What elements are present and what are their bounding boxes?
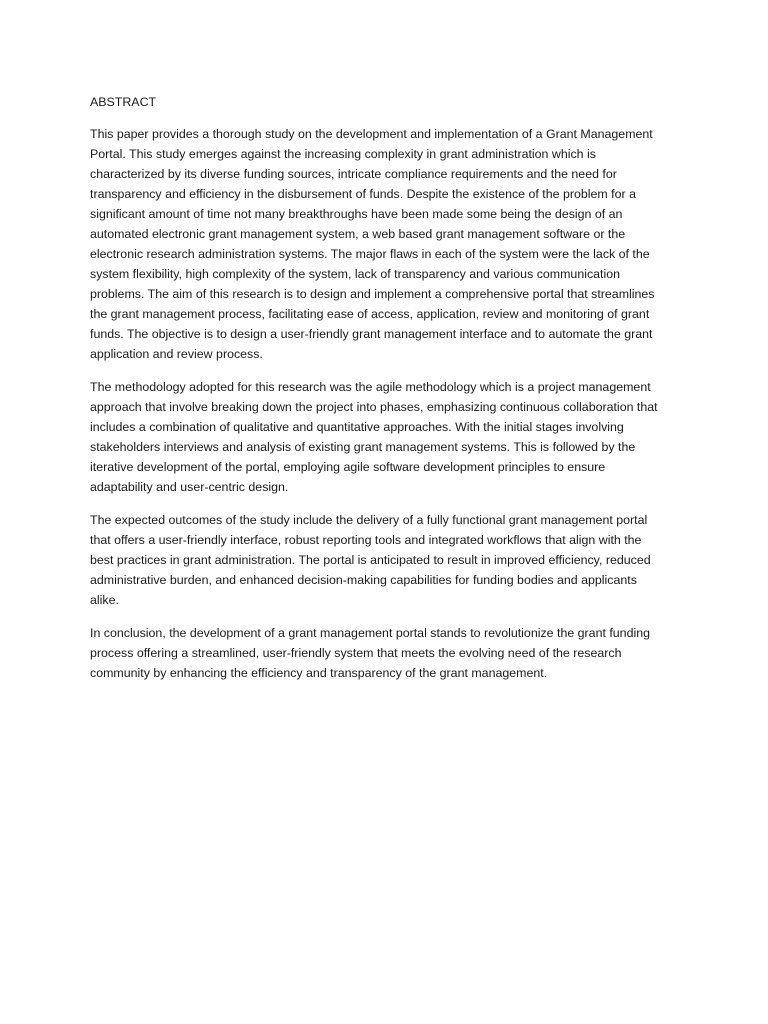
paragraph-1: This paper provides a thorough study on the development and implementation of a Grant Management Portal. This study emerges against the increasing complexity in grant administration which is characterized by its diverse funding sources, intricate compliance requirements and the need for transparency and efficiency in the disbursement of funds. Despite the existence of the problem for a significant amount of time not many breakthroughs have been made some being the design of an automated electronic grant management system, a web based grant management software or the electronic research administration systems. The major flaws in each of the system were the lack of the system flexibility, high complexity of the system, lack of transparency and various communication problems. The aim of this research is to design and implement a comprehensive portal that streamlines the grant management process, facilitating ease of access, application, review and monitoring of grant funds. The objective is to design a user-friendly grant management interface and to automate the grant application and review process. (90, 127, 655, 361)
document-body (90, 92, 680, 696)
paragraph-3: The expected outcomes of the study include the delivery of a fully functional grant management portal that offers a user-friendly interface, robust reporting tools and integrated workflows that align with the best practices in grant administration. The portal is anticipated to result in improved efficiency, reduced administrative burden, and enhanced decision-making capabilities for funding bodies and applicants alike. (90, 513, 651, 607)
paragraph-2: The methodology adopted for this research was the agile methodology which is a project management approach that involve breaking down the project into phases, emphasizing continuous collaboration that includes a combination of qualitative and quantitative approaches. With the initial stages involving stakeholders interviews and analysis of existing grant management systems. This is followed by the iterative development of the portal, employing agile software development principles to ensure adaptability and user-centric design. (90, 380, 658, 494)
abstract-heading: ABSTRACT (90, 95, 157, 109)
paragraph-4: In conclusion, the development of a grant management portal stands to revolutionize the grant funding process offering a streamlined, user-friendly system that meets the evolving need of the research community by enhancing the efficiency and transparency of the grant management. (90, 626, 650, 680)
